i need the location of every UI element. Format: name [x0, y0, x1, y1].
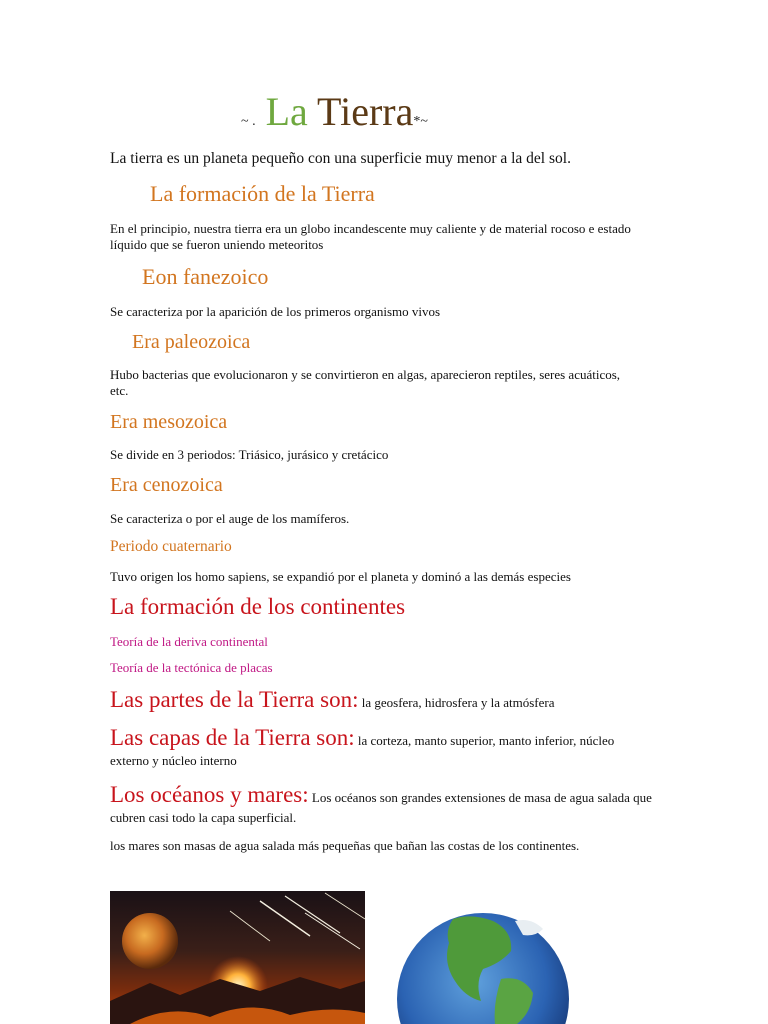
intro-text: La tierra es un planeta pequeño con una superficie muy menor a la del sol. [110, 150, 571, 167]
heading-mesozoica: Era mesozoica [110, 411, 228, 433]
heading-cenozoica: Era cenozoica [110, 474, 223, 496]
text-cuaternario: Tuvo origen los homo sapiens, se expandió por el planeta y dominó a las demás especies [110, 569, 571, 584]
link-deriva-continental[interactable]: Teoría de la deriva continental [110, 634, 268, 649]
text-mares: los mares son masas de agua salada más pequeñas que bañan las costas de los continentes. [110, 838, 580, 853]
title-word-tierra: Tierra [317, 89, 414, 134]
heading-formacion-tierra: La formación de la Tierra [150, 181, 375, 206]
text-oceanos: Los océanos son grandes extensiones de masa de agua salada que cubren casi todo la capa superficial. [110, 790, 652, 825]
section-partes [110, 687, 670, 713]
text-eon: Se caracteriza por la aparición de los primeros organismo vivos [110, 304, 441, 319]
heading-partes: Las partes de la Tierra son: [110, 687, 359, 712]
heading-eon: Eon fanezoico [142, 264, 269, 289]
heading-paleozoica: Era paleozoica [132, 331, 251, 353]
eruption-image [110, 891, 365, 1024]
heading-oceanos: Los océanos y mares: [110, 782, 309, 807]
heading-cuaternario: Periodo cuaternario [110, 538, 232, 555]
heading-capas: Las capas de la Tierra son: [110, 725, 355, 750]
section-oceanos [110, 782, 655, 828]
earth-globe-image [383, 891, 593, 1024]
title-suffix: *~ [413, 114, 428, 129]
section-capas [110, 725, 650, 771]
text-cenozoica: Se caracteriza o por el auge de los mamíferos. [110, 511, 350, 526]
text-mesozoica: Se divide en 3 periodos: Triásico, jurásico y cretácico [110, 447, 389, 462]
link-tectonica-placas[interactable]: Teoría de la tectónica de placas [110, 660, 273, 675]
text-capas: la corteza, manto superior, manto inferior, núcleo externo y núcleo interno [110, 733, 615, 768]
text-partes: la geosfera, hidrosfera y la atmósfera [358, 695, 555, 710]
text-paleozoica: Hubo bacterias que evolucionaron y se convirtieron en algas, aparecieron reptiles, seres acuáticos, etc. [110, 367, 621, 398]
heading-continentes: La formación de los continentes [110, 594, 406, 619]
page-title [241, 86, 428, 148]
text-formacion-tierra: En el principio, nuestra tierra era un globo incandescente muy caliente y de material rocoso e estado líquido que se fueron uniendo meteoritos [110, 221, 631, 252]
title-prefix: ~ . [241, 114, 256, 129]
title-word-la: La [265, 89, 308, 134]
